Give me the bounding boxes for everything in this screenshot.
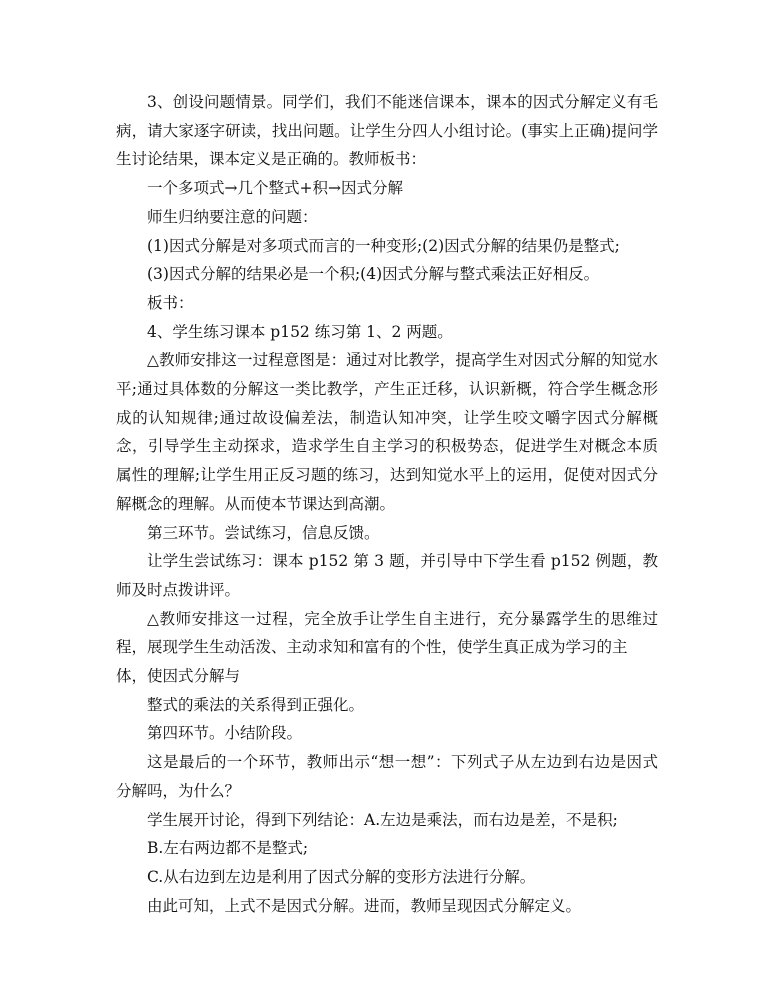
- paragraph-teacher-intent-1: △教师安排这一过程意图是：通过对比教学，提高学生对因式分解的知觉水平;通过具体数的分解这一类比教学，产生正迁移，认识新概，符合学生概念形成的认知规律;通过故设偏差法，制造认知冲突，让学生咬文嚼字因式分解概念，引导学生主动探求，造求学生自主学习的积极势态，促进学生对概念本质属性的理解;让学生用正反习题的练习，达到知觉水平上的运用，促使对因式分解概念的理解。从而使本节课达到高潮。: [116, 351, 658, 513]
- paragraph-points-3-4: (3)因式分解的结果必是一个积;(4)因式分解与整式乘法正好相反。: [147, 265, 600, 284]
- paragraph-think: 这是最后的一个环节，教师出示“想一想”：下列式子从左边到右边是因式分解吗，为什么？: [116, 753, 658, 800]
- paragraph-reinforcement: 整式的乘法的关系得到正强化。: [147, 695, 365, 714]
- paragraph-conclusion-b: B.左右两边都不是整式;: [147, 839, 309, 858]
- paragraph-board-formula: 一个多项式→几个整式+积→因式分解: [147, 179, 403, 198]
- paragraph-summary-intro: 师生归纳要注意的问题：: [147, 207, 318, 226]
- paragraph-conclusion-a: 学生展开讨论，得到下列结论：A.左边是乘法，而右边是差，不是积;: [147, 810, 618, 829]
- paragraph-conclusion-c: C.从右边到左边是利用了因式分解的变形方法进行分解。: [147, 867, 536, 886]
- paragraph-board-label: 板书：: [147, 293, 194, 312]
- paragraph-teacher-intent-2: △教师安排这一过程，完全放手让学生自主进行，充分暴露学生的思维过程，展现学生生动活泼、主动求知和富有的个性，使学生真正成为学习的主: [116, 609, 658, 657]
- paragraph-practice: 4、学生练习课本 p152 练习第 1、2 两题。: [147, 322, 453, 341]
- paragraph-try-practice: 让学生尝试练习：课本 p152 第 3 题，并引导中下学生看 p152 例题，教师及时点拨讲评。: [116, 552, 658, 599]
- paragraph-final: 由此可知，上式不是因式分解。进而，教师呈现因式分解定义。: [147, 896, 582, 915]
- paragraph-teacher-intent-2-cont: 体，使因式分解与: [116, 667, 241, 686]
- paragraph-stage-three: 第三环节。尝试练习，信息反馈。: [147, 523, 380, 542]
- paragraph-stage-four: 第四环节。小结阶段。: [147, 724, 303, 743]
- paragraph-problem-scenario: 3、创设问题情景。同学们，我们不能迷信课本，课本的因式分解定义有毛病，请大家逐字研读，找出问题。让学生分四人小组讨论。(事实上正确)提问学生讨论结果，课本定义是正确的。教师板书：: [116, 93, 658, 169]
- paragraph-points-1-2: (1)因式分解是对多项式而言的一种变形;(2)因式分解的结果仍是整式;: [147, 236, 620, 255]
